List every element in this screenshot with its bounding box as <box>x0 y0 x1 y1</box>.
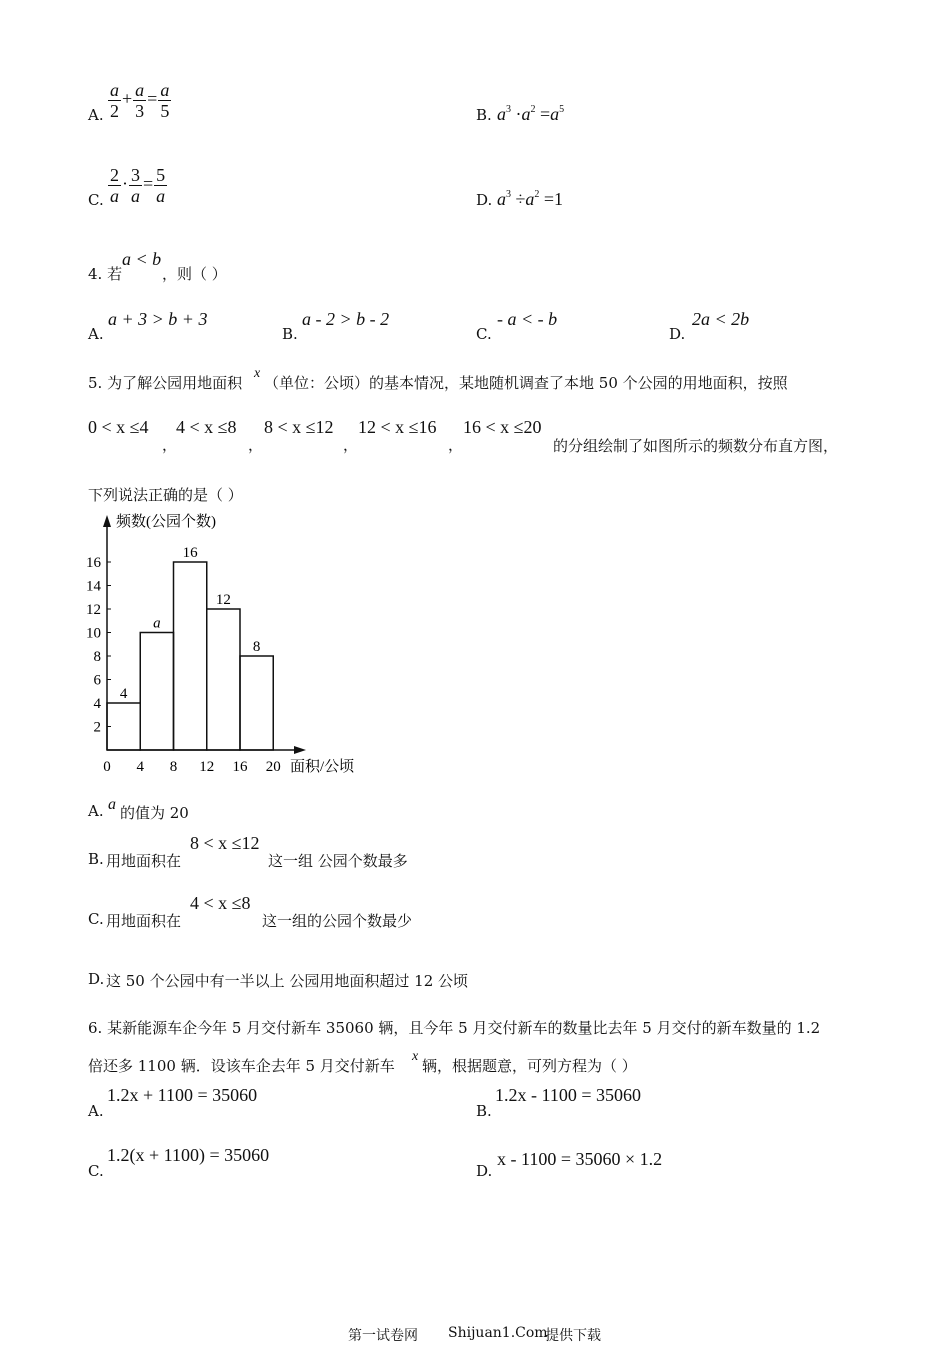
q6-option-d-expr: x - 1100 = 35060 × 1.2 <box>497 1149 663 1169</box>
q5-option-b-post: 这一组 公园个数最多 <box>268 852 408 870</box>
histogram-bar-2 <box>174 562 207 750</box>
q4-option-a-label: A. <box>88 325 104 343</box>
q5-interval-4: 12 < x ≤16 <box>358 417 437 437</box>
bar-value-label-1: a <box>153 615 161 632</box>
q3-a-eq: = <box>147 88 158 109</box>
q4-option-b-label: B. <box>282 325 298 343</box>
q5-sep-4: ， <box>448 436 464 454</box>
q6-option-a-expr: 1.2x + 1100 = 35060 <box>107 1085 258 1105</box>
q4-stem-number: 4. 若 <box>88 265 123 283</box>
y-tick-label-2: 6 <box>93 672 101 689</box>
bar-value-label-0: 4 <box>119 686 128 702</box>
q3-c-den1: a <box>110 186 119 206</box>
q5-interval-1: 0 < x ≤4 <box>88 417 149 437</box>
x-tick-label-3: 12 <box>199 759 215 775</box>
q3-option-d-label: D. <box>476 191 493 209</box>
q5-option-b-label: B. <box>88 850 104 868</box>
q4-stem-tail: ，则（ ） <box>162 265 227 283</box>
q6-option-b-expr: 1.2x - 1100 = 35060 <box>495 1085 641 1105</box>
q5-stem-part1: 5. 为了解公园用地面积 <box>88 374 243 392</box>
histogram-bar-3 <box>207 609 240 750</box>
q3-d-base2: a <box>525 189 535 209</box>
q6-option-c-label: C. <box>88 1162 104 1180</box>
footer-download: 提供下载 <box>545 1328 601 1344</box>
q3-d-rhs: 1 <box>554 189 564 209</box>
q6-option-c-expr: 1.2(x + 1100) = 35060 <box>107 1145 270 1165</box>
x-tick-label-1: 4 <box>136 759 144 775</box>
q6-option-d-label: D. <box>476 1162 493 1180</box>
x-axis-arrow <box>294 746 306 754</box>
q3-option-b-label: B. <box>476 106 492 124</box>
q3-b-exp2: 2 <box>530 104 536 115</box>
q3-b-dot: · <box>515 104 522 124</box>
q3-b-exp3: 5 <box>559 104 565 115</box>
q3-a-den2: 3 <box>135 101 145 121</box>
q5-option-b-math: 8 < x ≤12 <box>190 833 260 853</box>
histogram-bar-1 <box>140 633 173 751</box>
q3-c-num3: 5 <box>156 165 166 185</box>
x-tick-label-4: 16 <box>232 759 248 775</box>
q6-option-a-label: A. <box>88 1102 104 1120</box>
q4-option-a-expr: a + 3 > b + 3 <box>108 309 208 329</box>
q3-d-eq: = <box>543 189 555 209</box>
q5-stem-part3: 的分组绘制了如图所示的频数分布直方图， <box>553 437 839 455</box>
q3-b-eq: = <box>540 104 551 124</box>
x-tick-label-0: 0 <box>103 759 111 775</box>
q5-stem-var: x <box>254 366 261 381</box>
y-tick-label-3: 8 <box>93 649 101 665</box>
y-tick-label-0: 2 <box>93 719 101 736</box>
q3-a-num3: a <box>160 80 170 100</box>
histogram-bar-0 <box>107 703 140 750</box>
q3-a-num1: a <box>110 80 119 100</box>
bar-value-label-4: 8 <box>252 639 261 655</box>
q3-d-base1: a <box>497 189 506 209</box>
q5-interval-2: 4 < x ≤8 <box>176 417 237 437</box>
q3-a-num2: a <box>135 80 145 100</box>
q3-c-eq: = <box>143 173 154 194</box>
q3-b-base1: a <box>497 104 506 124</box>
y-tick-label-4: 10 <box>86 625 101 642</box>
q6-stem-line2-post: 辆，根据题意，可列方程为（ ） <box>422 1057 637 1075</box>
q5-sep-2: ， <box>248 436 264 454</box>
q3-a-den3: 5 <box>160 101 170 121</box>
q6-stem-line2-pre: 倍还多 1100 辆．设该车企去年 5 月交付新车 <box>88 1057 395 1075</box>
q3-c-op1: · <box>122 173 128 194</box>
x-tick-label-5: 20 <box>265 759 281 775</box>
q3-b-exp1: 3 <box>506 104 511 115</box>
q4-option-c-label: C. <box>476 325 492 343</box>
q5-interval-3: 8 < x ≤12 <box>264 417 334 437</box>
footer-site-domain: Shijuan1.Com <box>448 1325 548 1341</box>
q3-option-b-expr <box>497 104 564 125</box>
q3-c-num2: 3 <box>131 165 140 185</box>
q4-option-d-label: D. <box>669 325 686 343</box>
q3-a-den1: 2 <box>110 101 119 121</box>
x-axis-label: 面积/公顷 <box>290 759 355 775</box>
y-axis-arrow <box>103 515 111 527</box>
q3-b-base2: a <box>521 104 531 124</box>
q3-d-div: ÷ <box>515 189 526 209</box>
bar-value-label-2: 16 <box>182 545 198 561</box>
q3-c-den2: a <box>131 186 140 206</box>
q3-c-den3: a <box>156 186 166 206</box>
histogram-bar-4 <box>240 656 273 750</box>
q5-option-c-math: 4 < x ≤8 <box>190 893 251 913</box>
q3-option-a-expr <box>107 80 172 121</box>
footer-site-name: 第一试卷网 <box>348 1328 418 1344</box>
q5-option-c-label: C. <box>88 910 104 928</box>
q6-stem-var: x <box>412 1049 419 1064</box>
q5-option-d-text: 这 50 个公园中有一半以上 公园用地面积超过 12 公顷 <box>106 972 469 990</box>
q3-option-c-label: C. <box>88 191 104 209</box>
y-tick-label-1: 4 <box>93 696 101 712</box>
q3-b-base3: a <box>550 104 560 124</box>
y-tick-label-7: 16 <box>86 555 101 571</box>
q3-d-exp2: 2 <box>534 189 540 200</box>
q5-option-c-post: 这一组的公园个数最少 <box>262 912 413 930</box>
q5-option-d-label: D. <box>88 970 105 988</box>
frequency-histogram <box>70 505 380 780</box>
y-tick-label-5: 12 <box>86 602 101 618</box>
q4-option-b-expr: a - 2 > b - 2 <box>302 309 390 329</box>
q6-stem-line1: 6. 某新能源车企今年 5 月交付新车 35060 辆，且今年 5 月交付新车的数量比去年 5 月交付的新车数量的 1.2 <box>88 1019 821 1037</box>
q5-interval-5: 16 < x ≤20 <box>463 417 542 437</box>
q3-a-op1: + <box>122 88 133 109</box>
q3-option-a-label: A. <box>88 106 104 124</box>
q3-d-exp1: 3 <box>506 189 511 200</box>
y-axis-label: 频数(公园个数) <box>116 514 216 530</box>
q3-option-d-expr <box>497 189 563 210</box>
q5-option-a-text: 的值为 20 <box>120 804 189 822</box>
q6-option-b-label: B. <box>476 1102 492 1120</box>
q4-option-c-expr: - a < - b <box>497 309 558 329</box>
q5-stem-part4: 下列说法正确的是（ ） <box>88 486 243 504</box>
q5-option-a-label: A. <box>88 802 104 820</box>
q3-c-num1: 2 <box>110 165 119 185</box>
y-tick-label-6: 14 <box>86 578 101 595</box>
q5-sep-1: ， <box>162 436 178 454</box>
q5-sep-3: ， <box>343 436 359 454</box>
q5-option-c-pre: 用地面积在 <box>106 912 182 930</box>
q3-option-c-expr <box>107 165 168 206</box>
x-tick-label-2: 8 <box>169 759 178 775</box>
q5-option-b-pre: 用地面积在 <box>106 852 182 870</box>
q4-stem-condition: a < b <box>122 249 162 269</box>
q5-option-a-math: a <box>108 796 116 813</box>
bar-value-label-3: 12 <box>215 592 231 608</box>
q4-option-d-expr: 2a < 2b <box>692 309 750 329</box>
q5-stem-part2: （单位：公顷）的基本情况，某地随机调查了本地 50 个公园的用地面积，按照 <box>264 374 788 392</box>
